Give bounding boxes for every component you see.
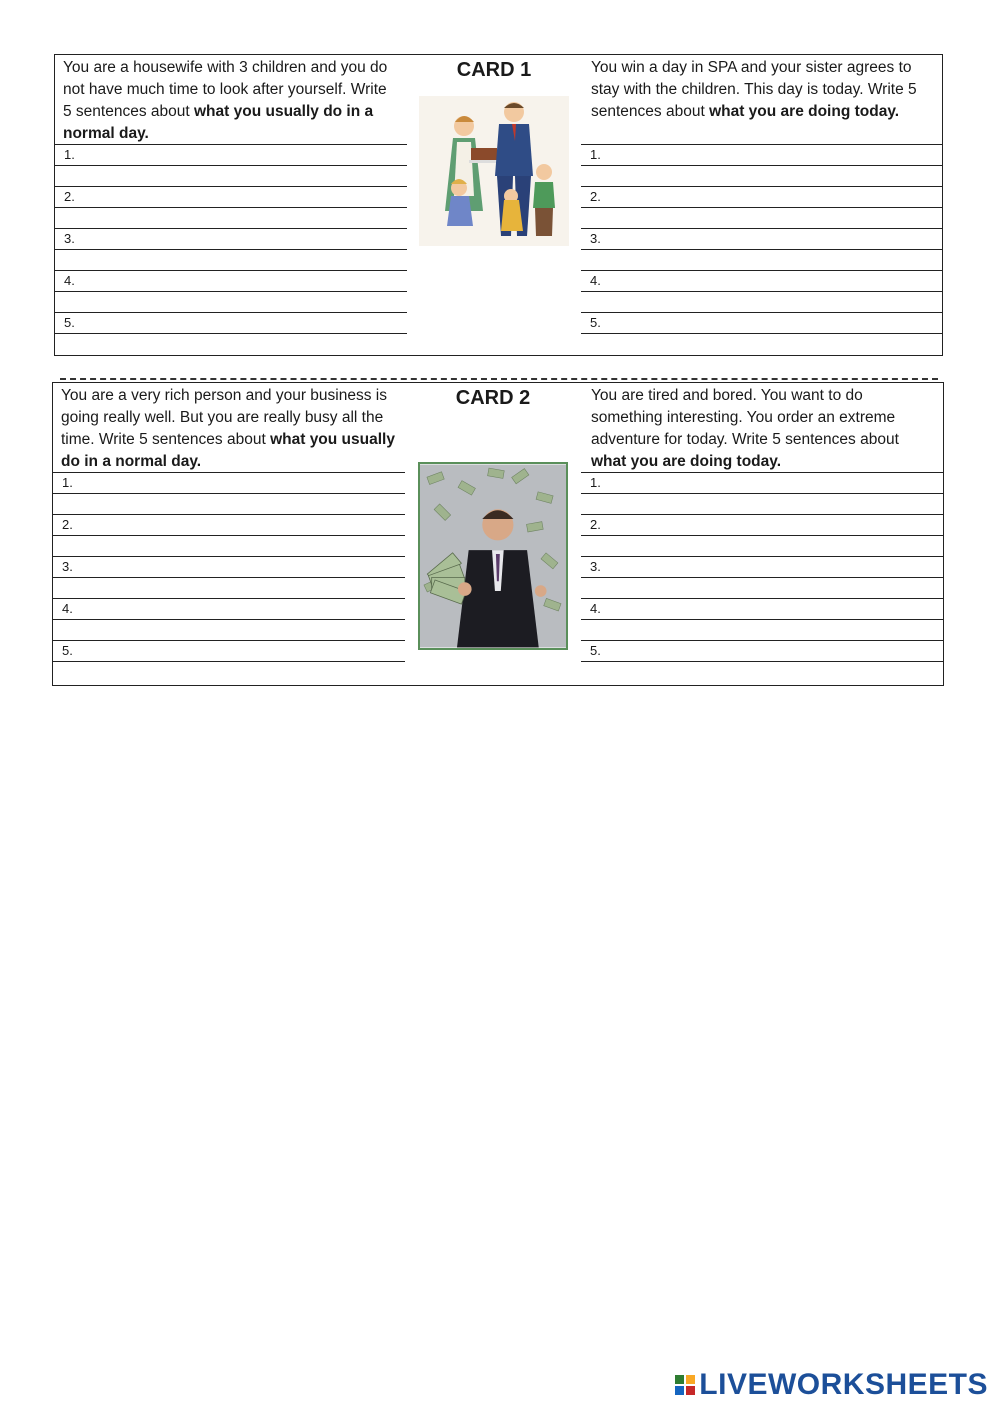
answer-line[interactable]: 4. [581, 270, 942, 291]
card-2-right-column [581, 383, 943, 685]
card-1-left-column [55, 55, 407, 355]
card-1-right-column [581, 55, 942, 355]
logo-squares-icon [675, 1375, 695, 1395]
answer-line[interactable]: 5. [53, 640, 405, 661]
card-1-title: CARD 1 [456, 59, 532, 81]
answer-line[interactable]: 5. [581, 640, 943, 661]
card-1-left-prompt: You are a housewife with 3 children and you do not have much time to look after yourself. Write 5 sentences about what you usually do in a normal day. [63, 59, 388, 142]
answer-line[interactable]: 1. [55, 144, 407, 165]
card-2 [52, 382, 944, 686]
answer-line[interactable] [581, 207, 942, 228]
rich-man-money-photo [418, 462, 568, 650]
answer-line[interactable] [55, 291, 407, 312]
answer-line[interactable]: 2. [581, 514, 943, 535]
answer-line[interactable] [53, 493, 405, 514]
answer-line[interactable] [53, 577, 405, 598]
answer-line[interactable] [581, 535, 943, 556]
answer-line[interactable] [581, 333, 942, 354]
card-1-right-prompt: You win a day in SPA and your sister agrees to stay with the children. This day is today. Write 5 sentences about what you are doing today. [591, 59, 917, 120]
answer-line[interactable] [55, 249, 407, 270]
answer-line[interactable]: 1. [581, 144, 942, 165]
answer-line[interactable]: 1. [53, 472, 405, 493]
answer-line[interactable]: 4. [581, 598, 943, 619]
card-1-center [407, 55, 581, 251]
card-2-right-prompt: You are tired and bored. You want to do something interesting. You order an extreme adventure for today. Write 5 sentences about what you are doing today. [591, 387, 899, 470]
answer-line[interactable] [55, 333, 407, 354]
answer-line[interactable]: 3. [55, 228, 407, 249]
answer-line[interactable]: 3. [581, 556, 943, 577]
answer-line[interactable]: 2. [55, 186, 407, 207]
card-2-title: CARD 2 [455, 387, 531, 409]
answer-line[interactable] [581, 619, 943, 640]
brand-text: LIVEWORKSHEETS [699, 1368, 988, 1401]
answer-line[interactable]: 4. [53, 598, 405, 619]
answer-line[interactable] [581, 249, 942, 270]
answer-line[interactable] [53, 535, 405, 556]
answer-line[interactable]: 3. [581, 228, 942, 249]
cut-line-divider [60, 378, 938, 380]
answer-line[interactable] [55, 165, 407, 186]
answer-line[interactable]: 4. [55, 270, 407, 291]
answer-line[interactable] [53, 619, 405, 640]
family-illustration [419, 96, 569, 246]
answer-line[interactable] [55, 207, 407, 228]
answer-line[interactable] [581, 493, 943, 514]
answer-line[interactable]: 2. [53, 514, 405, 535]
answer-line[interactable]: 1. [581, 472, 943, 493]
liveworksheets-logo[interactable] [675, 1368, 988, 1402]
answer-line[interactable] [581, 165, 942, 186]
card-1 [54, 54, 943, 356]
card-2-center [405, 383, 581, 650]
answer-line[interactable]: 5. [55, 312, 407, 333]
answer-line[interactable]: 2. [581, 186, 942, 207]
card-2-left-prompt: You are a very rich person and your business is going really well. But you are really busy all the time. Write 5 sentences about what you usually do in a normal day. [61, 387, 395, 470]
card-2-left-column [53, 383, 405, 685]
answer-line[interactable] [581, 577, 943, 598]
answer-line[interactable] [581, 291, 942, 312]
answer-line[interactable] [581, 661, 943, 682]
answer-line[interactable]: 3. [53, 556, 405, 577]
answer-line[interactable]: 5. [581, 312, 942, 333]
answer-line[interactable] [53, 661, 405, 682]
